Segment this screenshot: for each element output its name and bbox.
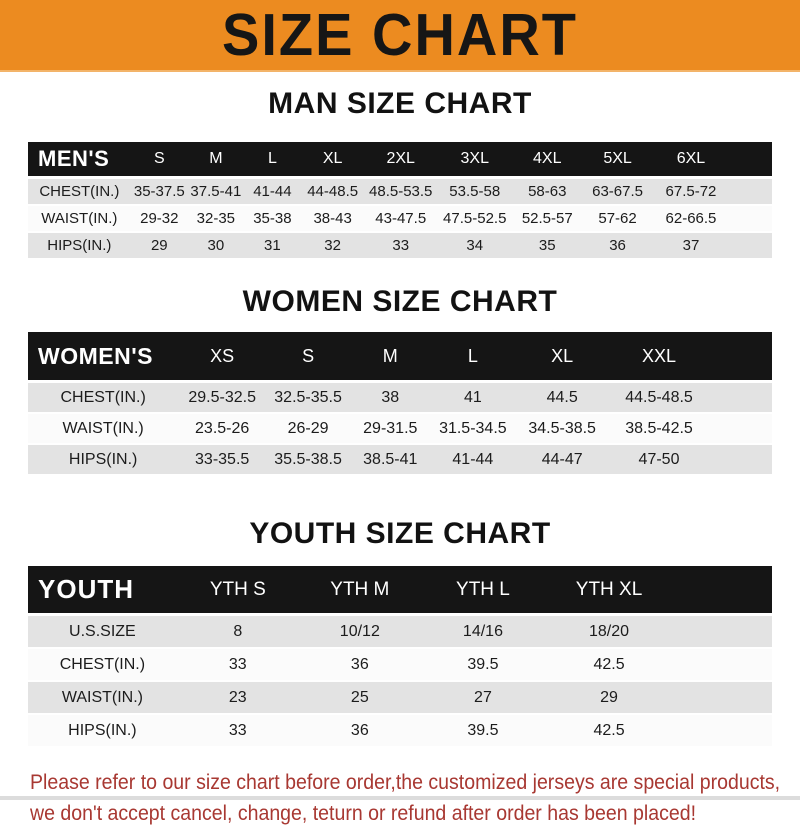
size-value-cell: 37 [653, 232, 772, 259]
size-value-cell: 35 [512, 232, 582, 259]
row-label-cell: HIPS(IN.) [28, 444, 178, 475]
size-value-cell: 39.5 [421, 714, 545, 747]
size-value-cell: 33 [177, 648, 299, 681]
size-value-cell: 31.5-34.5 [430, 413, 515, 444]
table-row [28, 413, 772, 444]
size-column-header: 4XL [512, 142, 582, 178]
table-row [28, 444, 772, 475]
size-value-cell: 36 [299, 714, 421, 747]
size-column-header: 6XL [653, 142, 772, 178]
size-value-cell: 14/16 [421, 615, 545, 649]
size-value-cell: 41 [430, 382, 515, 414]
size-value-cell: 26-29 [266, 413, 350, 444]
table-row [28, 615, 772, 649]
size-column-header: S [266, 332, 350, 382]
size-value-cell: 38.5-41 [350, 444, 430, 475]
women-size-chart-heading: WOMEN SIZE CHART [242, 285, 558, 318]
size-column-header: L [430, 332, 515, 382]
men-size-table [28, 142, 772, 260]
size-value-cell: 34.5-38.5 [515, 413, 609, 444]
size-column-header: M [188, 142, 244, 178]
size-value-cell: 33 [177, 714, 299, 747]
size-value-cell: 43-47.5 [364, 205, 437, 232]
size-value-cell: 29-31.5 [350, 413, 430, 444]
row-label-cell: WAIST(IN.) [28, 413, 178, 444]
size-value-cell: 58-63 [512, 178, 582, 206]
size-value-cell: 32 [301, 232, 364, 259]
table-row [28, 178, 772, 206]
size-column-header: L [244, 142, 301, 178]
table-title-cell: MEN'S [28, 142, 131, 178]
size-value-cell: 53.5-58 [437, 178, 512, 206]
size-column-header: XS [178, 332, 266, 382]
size-value-cell: 18/20 [545, 615, 772, 649]
row-label-cell: HIPS(IN.) [28, 714, 177, 747]
size-value-cell: 38 [350, 382, 430, 414]
size-value-cell: 63-67.5 [582, 178, 653, 206]
size-value-cell: 33-35.5 [178, 444, 266, 475]
size-value-cell: 29.5-32.5 [178, 382, 266, 414]
size-column-header: 3XL [437, 142, 512, 178]
size-value-cell: 52.5-57 [512, 205, 582, 232]
row-label-cell: CHEST(IN.) [28, 178, 131, 206]
table-row [28, 205, 772, 232]
man-size-chart-heading: MAN SIZE CHART [268, 87, 532, 120]
size-value-cell: 23 [177, 681, 299, 714]
size-chart-banner [0, 0, 800, 72]
row-label-cell: CHEST(IN.) [28, 648, 177, 681]
size-column-header: XL [301, 142, 364, 178]
size-value-cell: 29 [545, 681, 772, 714]
size-column-header: YTH S [177, 566, 299, 615]
size-value-cell: 29-32 [131, 205, 188, 232]
size-value-cell: 47.5-52.5 [437, 205, 512, 232]
size-value-cell: 38.5-42.5 [609, 413, 772, 444]
size-column-header: S [131, 142, 188, 178]
size-column-header: 5XL [582, 142, 653, 178]
size-value-cell: 32-35 [188, 205, 244, 232]
size-value-cell: 8 [177, 615, 299, 649]
size-value-cell: 67.5-72 [653, 178, 772, 206]
size-column-header: YTH XL [545, 566, 772, 615]
size-column-header: M [350, 332, 430, 382]
size-value-cell: 30 [188, 232, 244, 259]
size-value-cell: 41-44 [430, 444, 515, 475]
table-row [28, 382, 772, 414]
size-value-cell: 44.5-48.5 [609, 382, 772, 414]
size-value-cell: 44.5 [515, 382, 609, 414]
size-value-cell: 48.5-53.5 [364, 178, 437, 206]
size-value-cell: 35-37.5 [131, 178, 188, 206]
women-size-table [28, 332, 772, 476]
row-label-cell: CHEST(IN.) [28, 382, 178, 414]
size-column-header: YTH M [299, 566, 421, 615]
page-title: SIZE CHART [222, 1, 578, 68]
size-column-header: YTH L [421, 566, 545, 615]
row-label-cell: HIPS(IN.) [28, 232, 131, 259]
size-column-header: 2XL [364, 142, 437, 178]
size-column-header: XXL [609, 332, 772, 382]
bottom-edge-strip [0, 796, 800, 800]
size-value-cell: 36 [299, 648, 421, 681]
size-value-cell: 36 [582, 232, 653, 259]
size-value-cell: 47-50 [609, 444, 772, 475]
table-row [28, 681, 772, 714]
size-value-cell: 32.5-35.5 [266, 382, 350, 414]
youth-size-table [28, 566, 772, 748]
order-notice-line-2: we don't accept cancel, change, teturn or refund after order has been placed! [30, 802, 697, 825]
size-value-cell: 41-44 [244, 178, 301, 206]
size-value-cell: 23.5-26 [178, 413, 266, 444]
size-value-cell: 57-62 [582, 205, 653, 232]
size-value-cell: 35.5-38.5 [266, 444, 350, 475]
youth-size-chart-heading: YOUTH SIZE CHART [249, 517, 551, 550]
size-value-cell: 34 [437, 232, 512, 259]
size-value-cell: 37.5-41 [188, 178, 244, 206]
size-value-cell: 42.5 [545, 714, 772, 747]
table-title-cell: WOMEN'S [28, 332, 178, 382]
size-value-cell: 27 [421, 681, 545, 714]
size-value-cell: 62-66.5 [653, 205, 772, 232]
size-value-cell: 44-48.5 [301, 178, 364, 206]
size-value-cell: 29 [131, 232, 188, 259]
size-value-cell: 25 [299, 681, 421, 714]
row-label-cell: WAIST(IN.) [28, 681, 177, 714]
row-label-cell: U.S.SIZE [28, 615, 177, 649]
table-row [28, 714, 772, 747]
size-column-header: XL [515, 332, 609, 382]
order-notice-line-1: Please refer to our size chart before order,the customized jerseys are special products, [30, 771, 781, 794]
size-value-cell: 31 [244, 232, 301, 259]
size-value-cell: 42.5 [545, 648, 772, 681]
size-value-cell: 10/12 [299, 615, 421, 649]
table-row [28, 648, 772, 681]
size-value-cell: 33 [364, 232, 437, 259]
size-value-cell: 38-43 [301, 205, 364, 232]
table-title-cell: YOUTH [28, 566, 177, 615]
size-value-cell: 39.5 [421, 648, 545, 681]
row-label-cell: WAIST(IN.) [28, 205, 131, 232]
size-value-cell: 44-47 [515, 444, 609, 475]
table-row [28, 232, 772, 259]
size-value-cell: 35-38 [244, 205, 301, 232]
